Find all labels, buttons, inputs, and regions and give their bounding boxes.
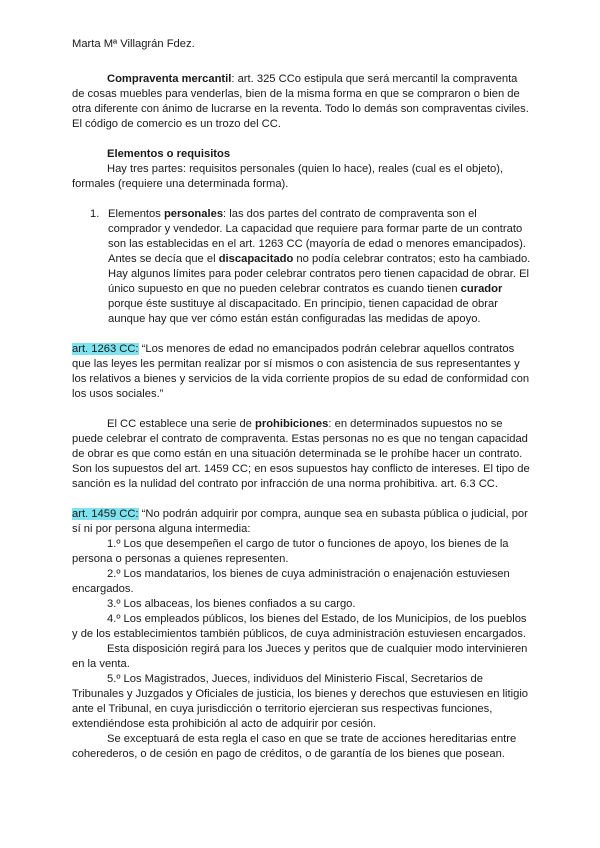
highlighted-article-ref: art. 1263 CC: (72, 343, 139, 355)
quote-text: “Los menores de edad no emancipados podrán celebrar aquellos contratos que las leyes les permitan realizar por sí mismos o con asistencia de sus representantes y los relativos a bienes y servicios de la vida corriente propios de su edad de conformidad con los usos sociales.” (72, 343, 530, 400)
term-curador: curador (460, 283, 503, 295)
text-run: porque éste sustituye al discapacitado. En principio, tienen capacidad de obrar aunque hay que ver cómo están están configuradas las medidas de apoyo. (108, 298, 498, 325)
text-run: no podía celebrar contratos; esto ha cambiado. Hay algunos límites para poder celebrar contratos pero tienen capacidad de obrar. El único supuesto en que no pueden celebrar contratos es cuando tienen (108, 253, 531, 295)
paragraph-tres-partes: Hay tres partes: requisitos personales (quien lo hace), reales (cual es el objeto), formales (requiere una determinada forma). (72, 163, 504, 190)
quote-art-1459 (72, 507, 532, 537)
text-run: El CC establece una serie de (107, 418, 256, 430)
quote-item: 4.º Los empleados públicos, los bienes del Estado, de los Municipios, de los pueblos y de los establecimientos también públicos, de cuya administración estuviesen encargados. (72, 613, 527, 640)
text-run: : las dos partes del contrato de compraventa son el comprador y vendedor. La capacidad que requiere para formar parte de un contrato son las establecidas en el art. 1263 CC (mayoría de edad o menores emancipados). Antes se decía que el (108, 208, 526, 265)
requirements-list (72, 207, 532, 327)
term-compraventa-mercantil: Compraventa mercantil (107, 73, 232, 85)
quote-item: 2.º Los mandatarios, los bienes de cuya administración o enajenación estuviesen encargados. (72, 568, 510, 595)
highlighted-article-ref: art. 1459 CC: (72, 508, 139, 520)
quote-intro: “No podrán adquirir por compra, aunque sea en subasta pública o judicial, por sí ni por persona alguna intermedia: (72, 508, 528, 535)
term-prohibiciones: prohibiciones (255, 418, 329, 430)
document-page (72, 37, 532, 762)
quote-item: 3.º Los albaceas, los bienes confiados a su cargo. (107, 598, 356, 610)
quote-item: Se exceptuará de esta regla el caso en que se trate de acciones hereditarias entre coherederos, o de cesión en pago de créditos, o de garantía de los bienes que posean. (72, 733, 517, 760)
quote-item: Esta disposición regirá para los Jueces y peritos que de cualquier modo intervinieren en la venta. (72, 643, 528, 670)
quote-art-1263 (72, 342, 532, 402)
paragraph-text: : art. 325 CCo estipula que será mercantil la compraventa de cosas muebles para venderlas, bien de la misma forma en que se compraron o bien de otra diferente con ánimo de lucrarse en la reventa. Todo lo demás son compraventas civiles. El código de comercio es un trozo del CC. (72, 73, 529, 130)
list-item-number: 1. (90, 208, 100, 220)
term-personales: personales (163, 208, 224, 220)
text-run: : en determinados supuestos no se puede celebrar el contrato de compraventa. Estas personas no es que no tengan capacidad de obrar es que como están en una situación determinada se le prohíbe hacer un contrato. Son los supuestos del art. 1459 CC; en esos supuestos hay conflicto de intereses. El tipo de sanción es la nulidad del contrato por infracción de una norma prohibitiva. art. 6.3 CC. (72, 418, 530, 490)
term-discapacitado: discapacitado (218, 253, 294, 265)
quote-item: 1.º Los que desempeñen el cargo de tutor o funciones de apoyo, los bienes de la persona o personas a quienes representen. (72, 538, 509, 565)
text-run: Elementos (108, 208, 164, 220)
quote-item: 5.º Los Magistrados, Jueces, individuos del Ministerio Fiscal, Secretarios de Tribunales y Juzgados y Oficiales de justicia, los bienes y derechos que estuviesen en litigio ante el Tribunal, en cuya jurisdicción o territorio ejercieran sus respectivas funciones, extendiéndose esta prohibición al acto de adquirir por cesión. (72, 673, 529, 730)
list-item (72, 207, 532, 327)
paragraph-prohibiciones (72, 417, 532, 492)
section-heading: Elementos o requisitos (107, 148, 231, 160)
paragraph-compraventa-mercantil (72, 72, 532, 132)
author-name: Marta Mª Villagrán Fdez. (72, 38, 195, 50)
